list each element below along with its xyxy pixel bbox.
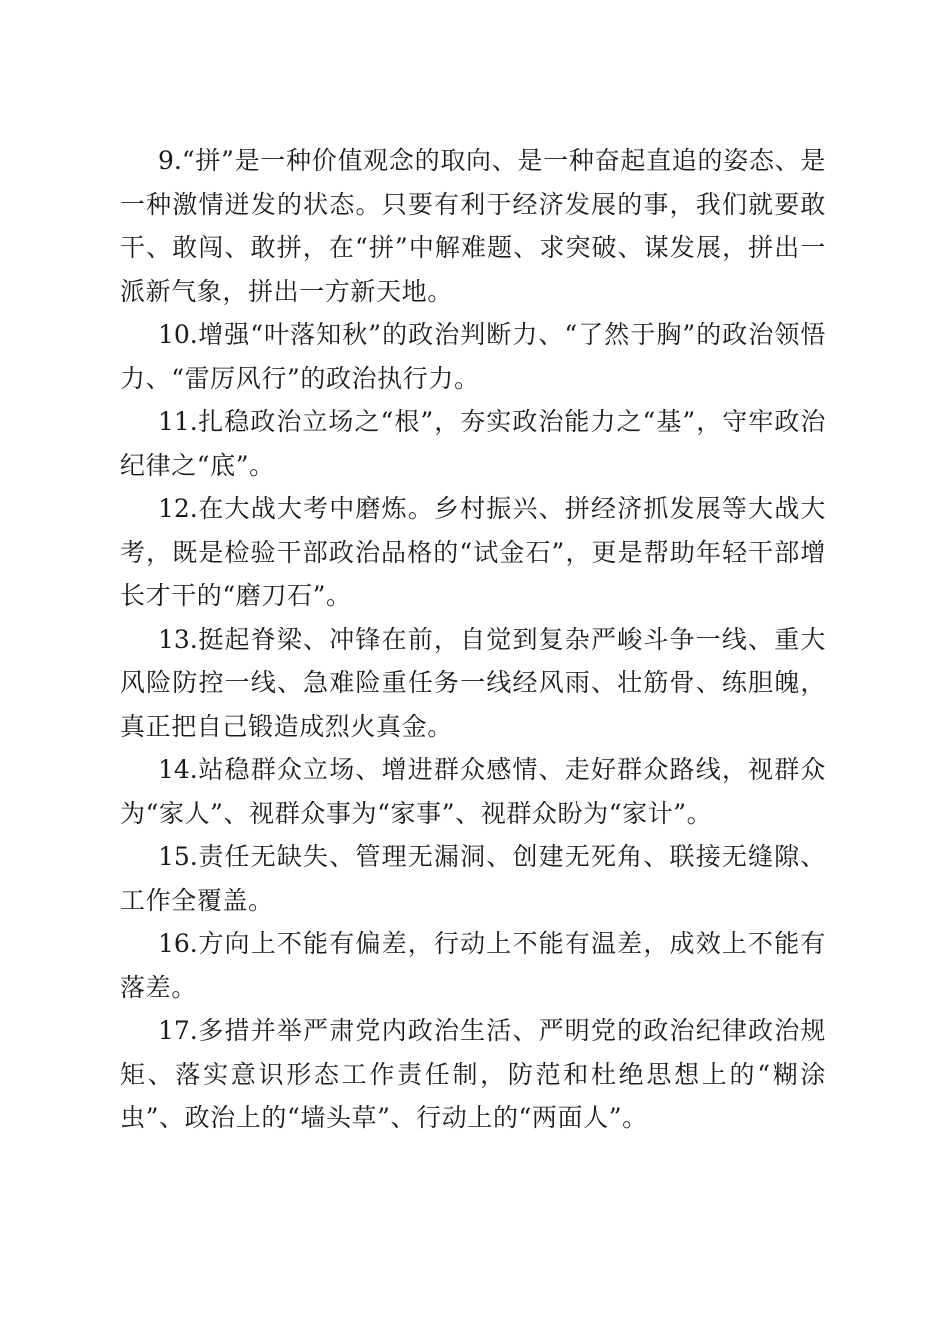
paragraph-text: 扎稳政治立场之“根”，夯实政治能力之“基”，守牢政治纪律之“底”。 (120, 407, 826, 480)
paragraph-number: 10. (158, 320, 198, 349)
paragraph-text: 在大战大考中磨炼。乡村振兴、拼经济抓发展等大战大考，既是检验干部政治品格的“试金石”，更是帮助年轻干部增长才干的“磨刀石”。 (120, 494, 826, 610)
paragraph-number: 17. (158, 1016, 198, 1045)
paragraph-13 (120, 618, 826, 749)
paragraph-text: 挺起脊梁、冲锋在前，自觉到复杂严峻斗争一线、重大风险防控一线、急难险重任务一线经风雨、壮筋骨、练胆魄，真正把自己锻造成烈火真金。 (120, 624, 826, 741)
paragraph-text: 方向上不能有偏差，行动上不能有温差，成效上不能有落差。 (120, 929, 826, 1002)
paragraph-number: 12. (158, 494, 198, 523)
paragraph-number: 9. (158, 146, 182, 175)
paragraph-17 (120, 1009, 826, 1140)
paragraph-number: 13. (158, 624, 198, 654)
paragraph-number: 16. (158, 929, 198, 958)
paragraph-14 (120, 748, 826, 835)
paragraph-text: “拼”是一种价值观念的取向、是一种奋起直追的姿态、是一种激情迸发的状态。只要有利于经济发展的事，我们就要敢干、敢闯、敢拼，在“拼”中解难题、求突破、谋发展，拼出一派新气象，拼出一方新天地。 (120, 146, 826, 306)
paragraph-text: 责任无缺失、管理无漏洞、创建无死角、联接无缝隙、工作全覆盖。 (120, 842, 826, 915)
paragraph-text: 增强“叶落知秋”的政治判断力、“了然于胸”的政治领悟力、“雷厉风行”的政治执行力。 (120, 320, 826, 393)
paragraph-16 (120, 922, 826, 1009)
paragraph-number: 11. (158, 407, 198, 436)
paragraph-number: 14. (158, 755, 198, 784)
paragraph-number: 15. (158, 842, 198, 871)
paragraph-text: 多措并举严肃党内政治生活、严明党的政治纪律政治规矩、落实意识形态工作责任制，防范和杜绝思想上的“糊涂虫”、政治上的“墙头草”、行动上的“两面人”。 (120, 1016, 826, 1132)
document-body (120, 139, 826, 1140)
paragraph-15 (120, 835, 826, 922)
paragraph-text: 站稳群众立场、增进群众感情、走好群众路线，视群众为“家人”、视群众事为“家事”、视群众盼为“家计”。 (120, 755, 826, 828)
paragraph-9 (120, 139, 826, 313)
paragraph-12 (120, 487, 826, 618)
paragraph-11 (120, 400, 826, 487)
paragraph-10 (120, 313, 826, 400)
